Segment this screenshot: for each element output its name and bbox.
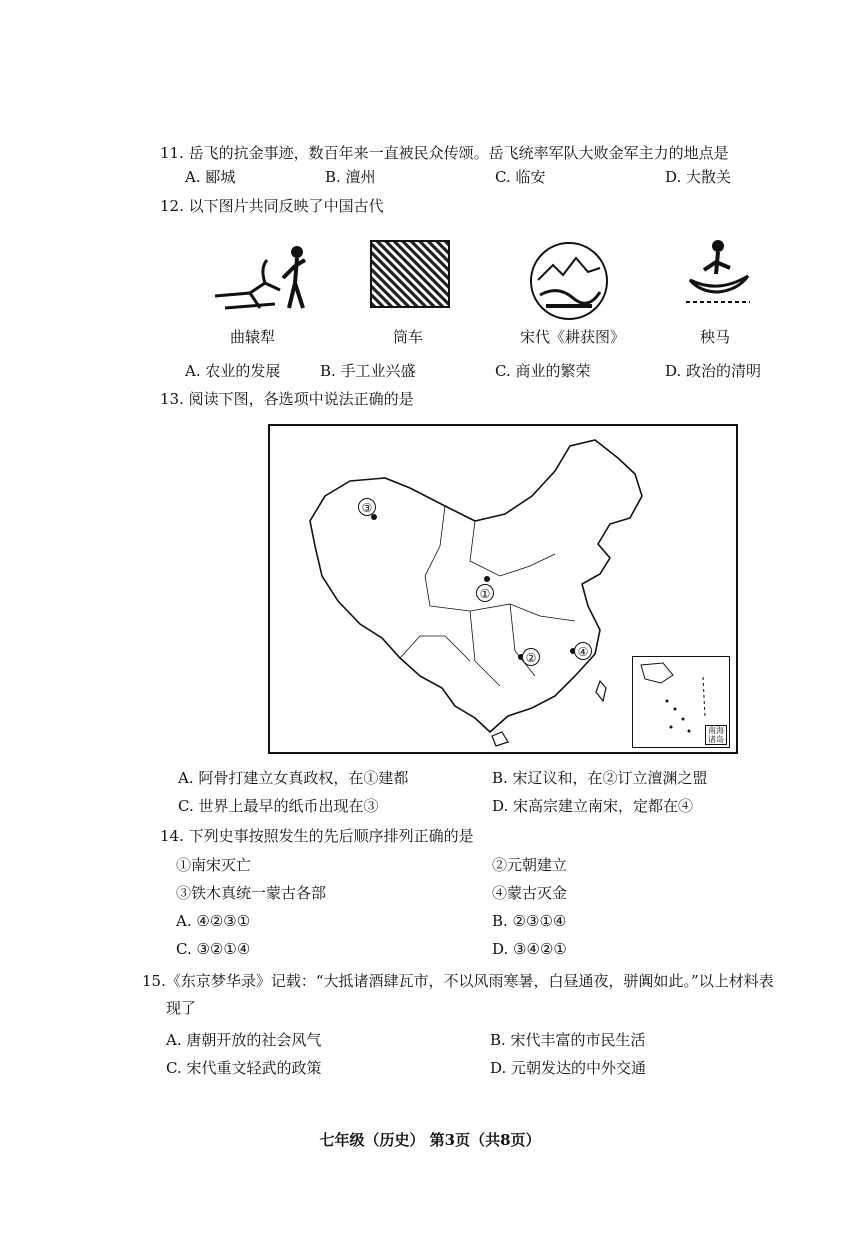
q12-option-b[interactable]: B. 手工业兴盛 [320,362,416,380]
q12-option-a[interactable]: A. 农业的发展 [185,362,281,380]
q15-option-b[interactable]: B. 宋代丰富的市民生活 [490,1031,646,1049]
q15-stem-line1: 15.《东京梦华录》记载：“大抵诸酒肆瓦市，不以风雨寒暑，白昼通夜，骈阗如此。”以上材料表 [142,972,774,990]
map-marker-3: ③ [358,498,376,516]
q14-event-1: ①南宋灭亡 [176,856,252,874]
page-footer: 七年级（历史） 第3页（共8页） [319,1131,541,1149]
q14-option-d[interactable]: D. ③④②① [492,940,567,958]
q12-caption-painting: 宋代《耕获图》 [520,328,626,346]
south-china-sea-inset [632,656,730,748]
q13-stem: 13. 阅读下图，各选项中说法正确的是 [160,390,414,408]
q14-option-b[interactable]: B. ②③①④ [492,912,567,930]
inset-label: 南海诸岛 [705,725,727,745]
q15-option-a[interactable]: A. 唐朝开放的社会风气 [166,1031,322,1049]
q11-option-d[interactable]: D. 大散关 [665,168,732,186]
q13-option-a[interactable]: A. 阿骨打建立女真政权，在①建都 [178,769,409,787]
q14-event-2: ②元朝建立 [492,856,568,874]
gengHuo-painting-image [528,240,610,322]
map-marker-4: ④ [574,642,592,660]
yangma-image [678,236,758,316]
q15-option-d[interactable]: D. 元朝发达的中外交通 [490,1059,647,1077]
q12-option-d[interactable]: D. 政治的清明 [665,362,762,380]
q13-option-c[interactable]: C. 世界上最早的纸币出现在③ [178,797,379,815]
q12-option-c[interactable]: C. 商业的繁荣 [495,362,591,380]
q14-option-a[interactable]: A. ④②③① [176,912,251,930]
q11-option-a[interactable]: A. 郾城 [185,168,236,186]
q11-stem: 11. 岳飞的抗金事迹，数百年来一直被民众传颂。岳飞统率军队大败金军主力的地点是 [160,144,729,162]
map-marker-1: ① [476,584,494,602]
q14-event-3: ③铁木真统一蒙古各部 [176,884,327,902]
map-marker-2: ② [522,648,540,666]
tongche-image [370,240,450,308]
q14-event-4: ④蒙古灭金 [492,884,568,902]
q12-caption-yangma: 秧马 [700,328,731,346]
q12-stem: 12. 以下图片共同反映了中国古代 [160,197,384,215]
location-dot-1 [484,576,490,582]
q14-option-c[interactable]: C. ③②①④ [176,940,251,958]
q11-option-b[interactable]: B. 澶州 [325,168,376,186]
q12-caption-tongche: 筒车 [393,328,424,346]
curved-plow-image [205,238,315,318]
q15-option-c[interactable]: C. 宋代重文轻武的政策 [166,1059,322,1077]
q13-option-d[interactable]: D. 宋高宗建立南宋，定都在④ [492,797,694,815]
q11-option-c[interactable]: C. 临安 [495,168,546,186]
q13-option-b[interactable]: B. 宋辽议和，在②订立澶渊之盟 [492,769,708,787]
q15-stem-line2: 现了 [166,999,197,1017]
q12-caption-plow: 曲辕犁 [230,328,276,346]
q14-stem: 14. 下列史事按照发生的先后顺序排列正确的是 [160,827,474,845]
